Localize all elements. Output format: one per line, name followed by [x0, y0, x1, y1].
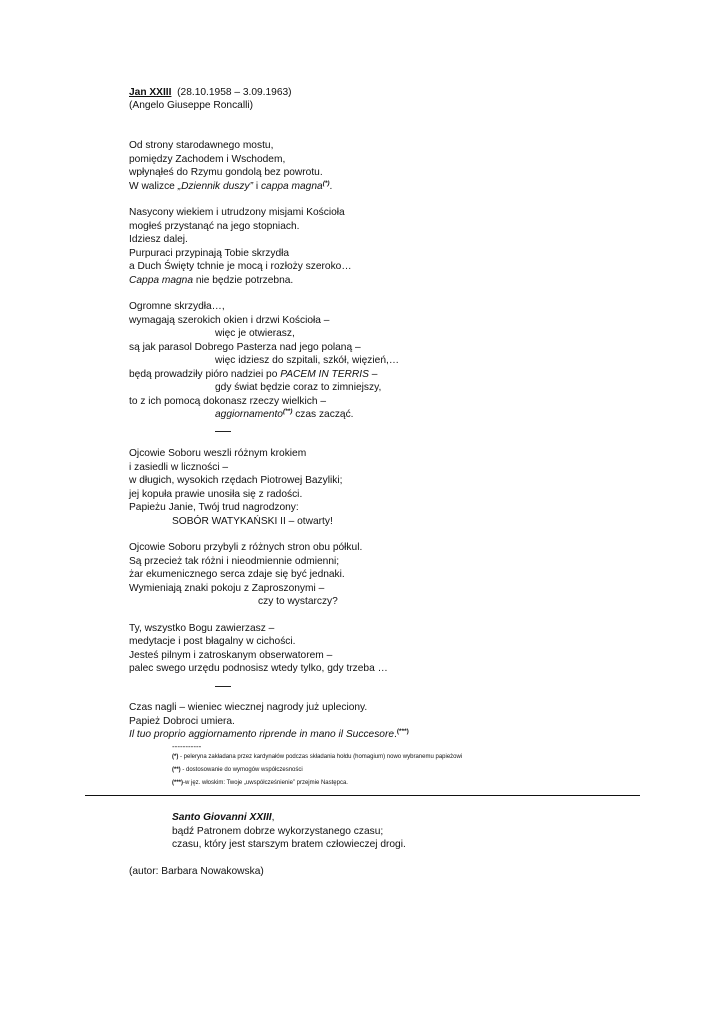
- horizontal-rule: [85, 795, 640, 796]
- footnote-ref: (***): [396, 728, 409, 735]
- section-divider: [215, 686, 231, 687]
- text-run: .: [329, 180, 333, 192]
- stanza4-line3: w długich, wysokich rzędach Piotrowej Bazyliki;: [129, 475, 343, 486]
- stanza2-line2: mogłeś przystanąć na jego stopniach.: [129, 220, 300, 232]
- saint-name: Santo Giovanni XXIII: [172, 812, 272, 823]
- stanza5-line4: Wymieniają znaki pokoju z Zaproszonymi –: [129, 582, 325, 594]
- stanza3-line3: więc je otwierasz,: [215, 328, 295, 339]
- stanza4-line2: i zasiedli w liczności –: [129, 461, 229, 473]
- footnote-text: - peleryna zakładana przez kardynałów podczas składania hołdu (homagium) nowo wybranemu papieżowi: [178, 754, 463, 760]
- stanza7-line1: Czas nagli – wieniec wiecznej nagrody już upleciony.: [129, 702, 368, 713]
- text-run: nie będzie potrzebna.: [193, 274, 294, 286]
- stanza1-line4: [129, 180, 332, 194]
- book-title: „Dziennik duszy”: [177, 180, 253, 192]
- italian-quote: Il tuo proprio aggiornamento riprende in mano il Succesore: [129, 729, 395, 740]
- footnote-3: [172, 779, 348, 787]
- stanza1-line2: pomiędzy Zachodem i Wschodem,: [129, 153, 286, 165]
- text-run: .: [394, 729, 397, 740]
- stanza3-line2: wymagają szerokich okien i drzwi Kościoła –: [129, 314, 330, 326]
- text-run: ,: [271, 812, 275, 823]
- footnote-text: - dostosowanie do wymogów współczesności: [180, 767, 303, 773]
- stanza5-line2: Są przecież tak różni i nieodmiennie odmienni;: [129, 555, 340, 567]
- term-italic: aggiornamento: [215, 409, 283, 420]
- stanza3-line6: [129, 368, 377, 382]
- closing-line1: [172, 811, 274, 825]
- footnote-mark: (**): [172, 767, 181, 773]
- footnote-mark: (*): [172, 754, 179, 760]
- author-credit: (autor: Barbara Nowakowska): [129, 865, 264, 877]
- closing-line3: czasu, który jest starszym bratem człowieczej drogi.: [172, 839, 406, 850]
- stanza3-line8: to z ich pomocą dokonasz rzeczy wielkich –: [129, 395, 327, 407]
- stanza3-line5: więc idziesz do szpitali, szkół, więzień,…: [215, 355, 400, 366]
- text-run: –: [368, 368, 378, 380]
- stanza7-line2: Papież Dobroci umiera.: [129, 715, 235, 727]
- poem-heading: [129, 86, 292, 100]
- footnote-ref: (**): [282, 408, 293, 415]
- stanza3-line7: gdy świat będzie coraz to zimniejszy,: [215, 382, 382, 393]
- stanza2-line5: a Duch Święty tchnie je mocą i rozłoży szeroko…: [129, 261, 352, 272]
- text-run: W walizce: [129, 180, 178, 192]
- stanza2-line4: Purpuraci przypinają Tobie skrzydła: [129, 247, 290, 259]
- pope-name: Jan XXIII: [129, 87, 172, 98]
- stanza4-line1: Ojcowie Soboru weszli różnym krokiem: [129, 448, 307, 459]
- section-divider: [215, 431, 231, 432]
- stanza1-line1: Od strony starodawnego mostu,: [129, 140, 274, 151]
- stanza1-line3: wpłynąłeś do Rzymu gondolą bez powrotu.: [129, 167, 323, 178]
- stanza3-line9: [215, 408, 354, 422]
- stanza2-line3: Idziesz dalej.: [129, 234, 188, 245]
- footnote-1: [172, 753, 462, 761]
- stanza6-line4: palec swego urzędu podnosisz wtedy tylko, gdy trzeba …: [129, 663, 388, 674]
- stanza5-line1: Ojcowie Soboru przybyli z różnych stron obu półkul.: [129, 542, 363, 553]
- footnote-separator: -----------: [172, 742, 202, 751]
- stanza3-line1: Ogromne skrzydła…,: [129, 301, 225, 312]
- stanza6-line3: Jesteś pilnym i zatroskanym obserwatorem –: [129, 649, 333, 661]
- stanza5-line5: czy to wystarczy?: [258, 596, 338, 607]
- encyclical-title: PACEM IN TERRIS: [280, 368, 369, 380]
- birth-name: (Angelo Giuseppe Roncalli): [129, 100, 254, 111]
- stanza6-line1: Ty, wszystko Bogu zawierzasz –: [129, 622, 275, 634]
- stanza4-line6: SOBÓR WATYKAŃSKI II – otwarty!: [172, 515, 333, 527]
- text-run: i: [253, 180, 261, 192]
- stanza5-line3: żar ekumenicznego serca zdaje się być jednaki.: [129, 569, 345, 580]
- stanza2-line1: Nasycony wiekiem i utrudzony misjami Kościoła: [129, 207, 345, 218]
- text-run: czas zacząć.: [292, 409, 354, 420]
- stanza3-line4: są jak parasol Dobrego Pasterza nad jego polaną –: [129, 341, 361, 353]
- stanza7-line3: [129, 728, 409, 742]
- stanza2-line6: [129, 274, 293, 288]
- text-run: będą prowadziły pióro nadziei po: [129, 368, 281, 380]
- term-italic: Cappa magna: [129, 274, 194, 286]
- pontificate-dates: (28.10.1958 – 3.09.1963): [177, 87, 292, 98]
- closing-line2: bądź Patronem dobrze wykorzystanego czasu;: [172, 825, 384, 837]
- footnote-ref: (*): [322, 179, 330, 187]
- footnote-mark: (***): [172, 780, 184, 786]
- stanza4-line4: jej kopuła prawie unosiła się z radości.: [129, 488, 303, 500]
- stanza4-line5: Papieżu Janie, Twój trud nagrodzony:: [129, 502, 299, 513]
- footnote-text: -w jęz. włoskim: Twoje „uwspółcześnienie” przejmie Następca.: [183, 780, 348, 786]
- stanza6-line2: medytacje i post błagalny w cichości.: [129, 636, 296, 647]
- footnote-2: [172, 766, 303, 774]
- term-italic: cappa magna: [260, 180, 323, 192]
